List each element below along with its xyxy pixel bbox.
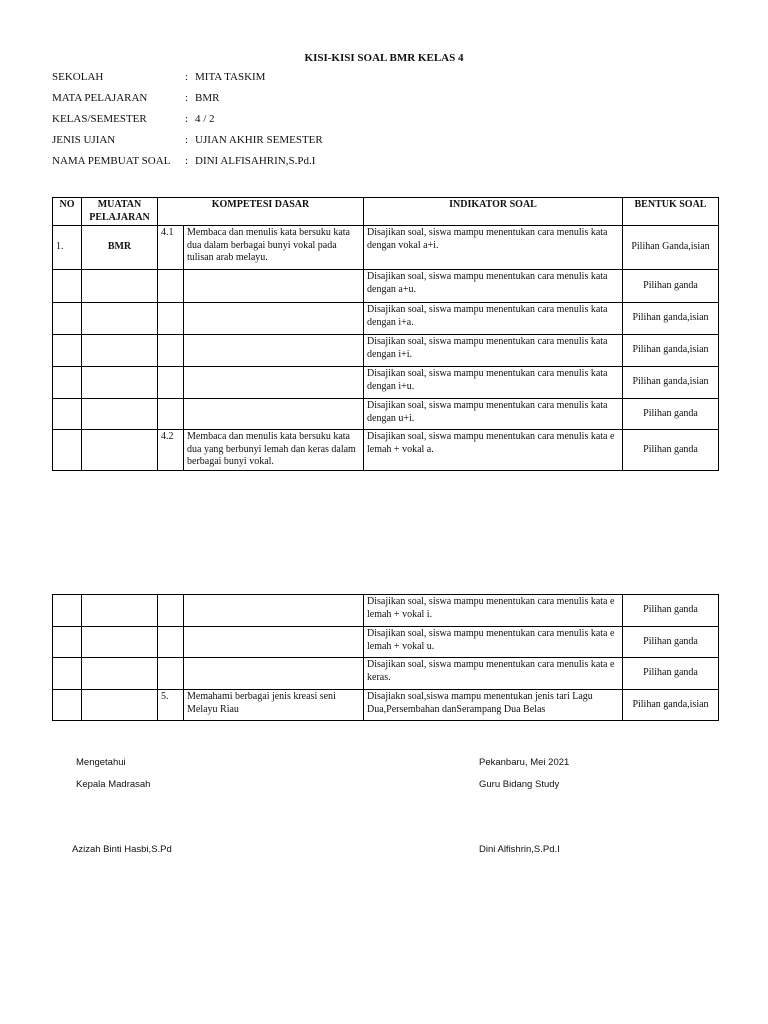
cell-muatan [82,595,158,627]
cell-kompetensi: Memahami berbagai jenis kreasi seni Melayu Riau [184,690,364,721]
cell-kd-number [158,335,184,367]
cell-indikator: Disajikan soal, siswa mampu menentukan cara menulis kata e lemah + vokal i. [364,595,623,627]
cell-muatan [82,690,158,721]
cell-kompetensi: Membaca dan menulis kata bersuku kata dua yang berbunyi lemah dan keras dalam berbagai bunyi vokal. [184,430,364,471]
cell-bentuk: Pilihan ganda,isian [623,303,719,335]
cell-no [53,335,82,367]
table-row [53,270,719,303]
cell-muatan [82,335,158,367]
cell-indikator: Disajikan soal, siswa mampu menentukan cara menulis kata dengan i+a. [364,303,623,335]
cell-kd-number [158,595,184,627]
cell-muatan [82,658,158,690]
info-value: 4 / 2 [195,112,215,125]
cell-kd-number [158,303,184,335]
cell-kompetensi [184,595,364,627]
cell-kd-number [158,658,184,690]
kisi-table-page1 [52,197,719,471]
header-no: NO [53,198,82,226]
header-bentuk: BENTUK SOAL [623,198,719,226]
cell-kompetensi [184,335,364,367]
table-row [53,367,719,399]
cell-muatan [82,627,158,658]
cell-no [53,595,82,627]
header-indikator: INDIKATOR SOAL [364,198,623,226]
cell-no [53,627,82,658]
info-row-pembuat-soal: NAMA PEMBUAT SOAL : DINI ALFISAHRIN,S.Pd.I [52,154,316,167]
cell-no [53,658,82,690]
table-row [53,627,719,658]
table-row [53,226,719,270]
table-row [53,595,719,627]
cell-bentuk: Pilihan ganda,isian [623,690,719,721]
header-muatan: MUATAN PELAJARAN [82,198,158,226]
cell-kompetensi [184,399,364,430]
cell-kompetensi [184,658,364,690]
cell-no [53,399,82,430]
cell-muatan [82,399,158,430]
info-row-kelas-semester: KELAS/SEMESTER : 4 / 2 [52,112,215,125]
table-row [53,303,719,335]
cell-muatan [82,270,158,303]
cell-kd-number: 4.1 [158,226,184,270]
table-row [53,658,719,690]
cell-muatan [82,303,158,335]
cell-kd-number [158,627,184,658]
table-row [53,430,719,471]
cell-bentuk: Pilihan ganda,isian [623,335,719,367]
info-row-sekolah: SEKOLAH : MITA TASKIM [52,70,266,83]
cell-muatan: BMR [82,226,158,270]
cell-kd-number [158,367,184,399]
cell-indikator: Disajikan soal, siswa mampu menentukan cara menulis kata e keras. [364,658,623,690]
info-value: BMR [195,91,220,104]
sign-right-line1: Pekanbaru, Mei 2021 [479,757,570,768]
sign-left-name: Azizah Binti Hasbi,S.Pd [72,844,172,855]
cell-indikator: Disajikan soal, siswa mampu menentukan cara menulis kata dengan i+u. [364,367,623,399]
sign-left-line1: Mengetahui [76,757,126,768]
cell-muatan [82,367,158,399]
cell-bentuk: Pilihan ganda [623,399,719,430]
header-kompetensi: KOMPETESI DASAR [158,198,364,226]
cell-no [53,367,82,399]
info-label: NAMA PEMBUAT SOAL [52,154,171,167]
info-label: JENIS UJIAN [52,133,116,146]
cell-bentuk: Pilihan ganda [623,658,719,690]
cell-muatan [82,430,158,471]
cell-no [53,690,82,721]
cell-kompetensi [184,627,364,658]
cell-kompetensi [184,367,364,399]
cell-indikator: Disajiakn soal,siswa mampu menentukan jenis tari Lagu Dua,Persembahan danSerampang Dua Belas [364,690,623,721]
sign-right-line2: Guru Bidang Study [479,779,560,790]
table-row [53,690,719,721]
info-row-mata-pelajaran: MATA PELAJARAN : BMR [52,91,220,104]
cell-bentuk: Pilihan ganda [623,627,719,658]
table-row [53,335,719,367]
info-label: KELAS/SEMESTER [52,112,147,125]
cell-bentuk: Pilihan ganda [623,595,719,627]
cell-indikator: Disajikan soal, siswa mampu menentukan cara menulis kata e lemah + vokal a. [364,430,623,471]
cell-indikator: Disajikan soal, siswa mampu menentukan cara menulis kata dengan i+i. [364,335,623,367]
cell-indikator: Disajikan soal, siswa mampu menentukan cara menulis kata e lemah + vokal u. [364,627,623,658]
sign-right-name: Dini Alfishrin,S.Pd.I [479,844,560,855]
cell-bentuk: Pilihan Ganda,isian [623,226,719,270]
cell-no [53,430,82,471]
info-label: MATA PELAJARAN [52,91,148,104]
sign-left-line2: Kepala Madrasah [76,779,151,790]
info-block [52,66,323,171]
info-value: DINI ALFISAHRIN,S.Pd.I [195,154,316,167]
cell-indikator: Disajikan soal, siswa mampu menentukan cara menulis kata dengan a+u. [364,270,623,303]
info-label: SEKOLAH [52,70,104,83]
cell-no [53,303,82,335]
cell-kd-number [158,270,184,303]
cell-indikator: Disajikan soal, siswa mampu menentukan cara menulis kata dengan u+i. [364,399,623,430]
table-row [53,399,719,430]
kisi-table-page2 [52,594,719,721]
cell-indikator: Disajikan soal, siswa mampu menentukan cara menulis kata dengan vokal a+i. [364,226,623,270]
cell-kd-number: 5. [158,690,184,721]
document-title: KISI-KISI SOAL BMR KELAS 4 [304,52,464,64]
cell-bentuk: Pilihan ganda [623,270,719,303]
cell-bentuk: Pilihan ganda [623,430,719,471]
cell-kd-number: 4.2 [158,430,184,471]
cell-kompetensi [184,303,364,335]
cell-bentuk: Pilihan ganda,isian [623,367,719,399]
cell-kompetensi [184,270,364,303]
cell-kompetensi: Membaca dan menulis kata bersuku kata dua dalam berbagai bunyi vokal pada tulisan arab melayu. [184,226,364,270]
cell-no: 1. [53,226,82,270]
cell-kd-number [158,399,184,430]
info-value: MITA TASKIM [195,70,266,83]
info-row-jenis-ujian: JENIS UJIAN : UJIAN AKHIR SEMESTER [52,133,323,146]
cell-no [53,270,82,303]
info-value: UJIAN AKHIR SEMESTER [195,133,323,146]
